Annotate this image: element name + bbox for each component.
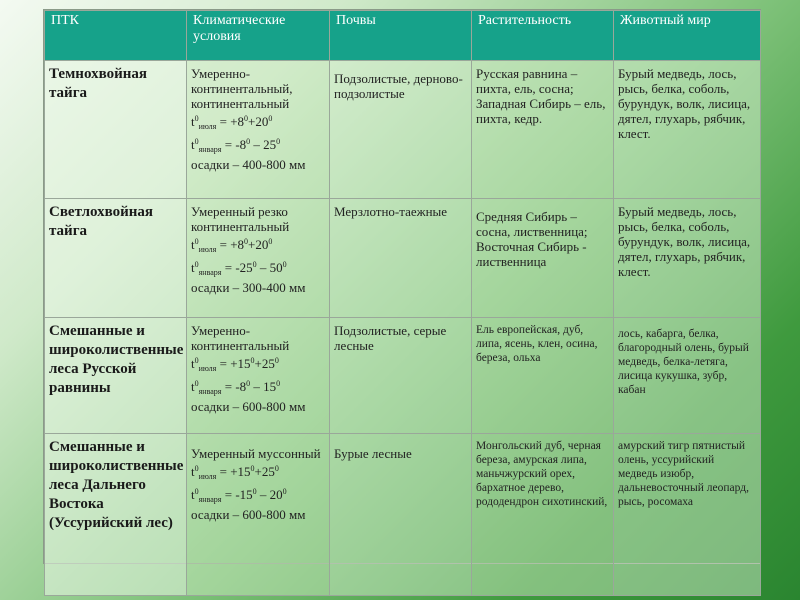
climate-desc: Умеренно-континентальный	[191, 323, 290, 353]
soils-cell: Бурые лесные	[330, 434, 472, 596]
climate-desc: Умеренный резко континентальный	[191, 204, 290, 234]
vegetation-cell: Монгольский дуб, черная береза, амурская липа, маньчжурский орех, бархатное дерево, рододендрон сихотинский,	[472, 434, 614, 596]
ptk-table	[44, 10, 761, 596]
header-vegetation: Растительность	[472, 11, 614, 61]
fauna-cell: Бурый медведь, лось, рысь, белка, соболь, бурундук, волк, лисица, дятел, глухарь, рябчик, клест.	[614, 61, 761, 199]
header-row	[45, 11, 761, 61]
temp-july: $t^0_{июля} = +15^0+25^0$	[191, 356, 279, 373]
header-soils: Почвы	[330, 11, 472, 61]
temp-july: $t^0_{июля} = +15^0+25^0$	[191, 464, 279, 481]
header-ptk: ПТК	[45, 11, 187, 61]
climate-cell	[187, 434, 330, 596]
soils-cell: Подзолистые, дерново-подзолистые	[330, 61, 472, 199]
climate-cell	[187, 61, 330, 199]
fauna-cell: амурский тигр пятнистый олень, уссурийский медведь изюбр, дальневосточный леопард, рысь, росомаха	[614, 434, 761, 596]
soils-cell: Мерзлотно-таежные	[330, 199, 472, 318]
precipitation: осадки – 300-400 мм	[191, 280, 306, 295]
temp-january: $t^0_{января} = -8^0 - 25^0$	[191, 137, 281, 154]
climate-desc: Умеренный муссонный	[191, 446, 321, 461]
ptk-cell: Смешанные и широколиственные леса Дальнего Востока (Уссурийский лес)	[45, 434, 187, 596]
vegetation-cell: Ель европейская, дуб, липа, ясень, клен, осина, береза, ольха	[472, 318, 614, 434]
fauna-cell: Бурый медведь, лось, рысь, белка, соболь, бурундук, волк, лисица, дятел, глухарь, рябчик, клест.	[614, 199, 761, 318]
ptk-table-container	[44, 10, 760, 563]
table-row	[45, 318, 761, 434]
table-row	[45, 434, 761, 596]
climate-cell	[187, 199, 330, 318]
climate-desc: Умеренно-континентальный, континентальный	[191, 66, 293, 111]
header-climate: Климатические условия	[187, 11, 330, 61]
vegetation-cell: Русская равнина – пихта, ель, сосна; Западная Сибирь – ель, пихта, кедр.	[472, 61, 614, 199]
header-fauna: Животный мир	[614, 11, 761, 61]
ptk-cell: Темнохвойная тайга	[45, 61, 187, 199]
precipitation: осадки – 600-800 мм	[191, 399, 306, 414]
precipitation: осадки – 400-800 мм	[191, 157, 306, 172]
precipitation: осадки – 600-800 мм	[191, 507, 306, 522]
temp-january: $t^0_{января} = -15^0 - 20^0$	[191, 487, 287, 504]
table-row	[45, 61, 761, 199]
temp-july: $t^0_{июля} = +8^0+20^0$	[191, 114, 273, 131]
temp-january: $t^0_{января} = -8^0 - 15^0$	[191, 379, 281, 396]
temp-january: $t^0_{января} = -25^0 - 50^0$	[191, 260, 287, 277]
vegetation-cell: Средняя Сибирь – сосна, лиственница; Восточная Сибирь - лиственница	[472, 199, 614, 318]
soils-cell: Подзолистые, серые лесные	[330, 318, 472, 434]
fauna-cell: лось, кабарга, белка, благородный олень, бурый медведь, белка-летяга, лисица кукушка, зубр, кабан	[614, 318, 761, 434]
ptk-cell: Светлохвойная тайга	[45, 199, 187, 318]
climate-cell	[187, 318, 330, 434]
ptk-cell: Смешанные и широколиственные леса Русской равнины	[45, 318, 187, 434]
table-row	[45, 199, 761, 318]
temp-july: $t^0_{июля} = +8^0+20^0$	[191, 237, 273, 254]
